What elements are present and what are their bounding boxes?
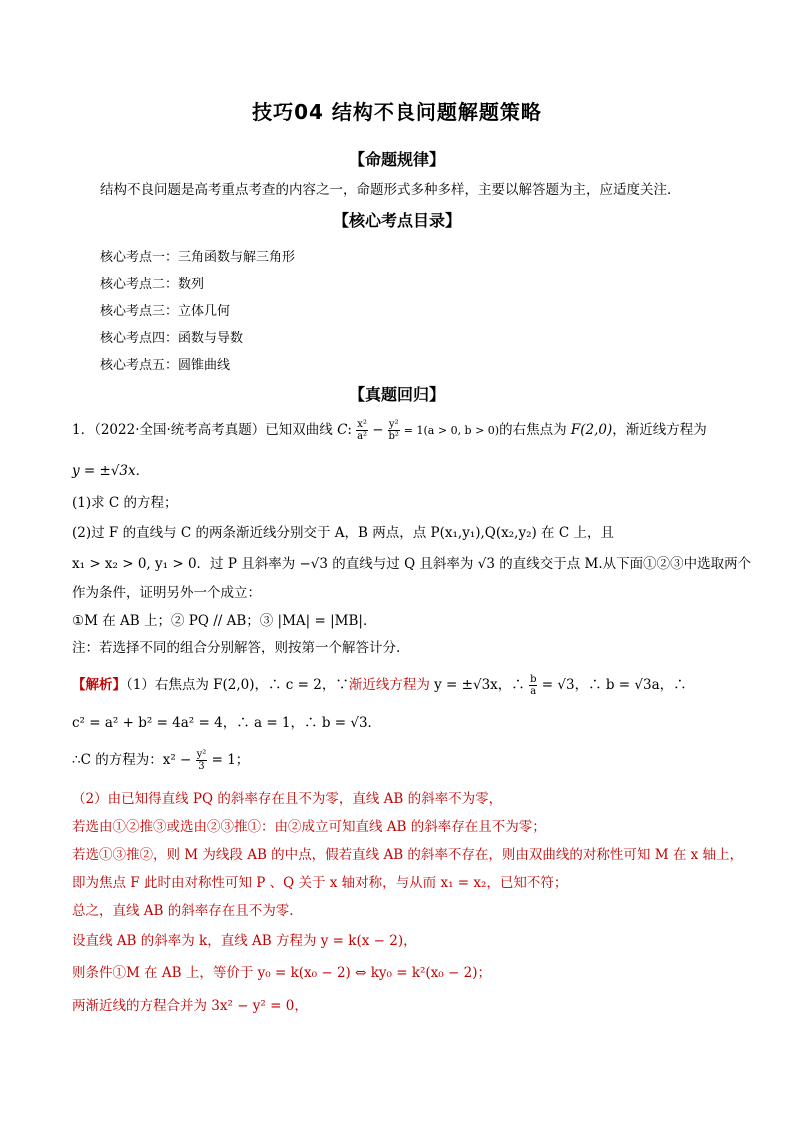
part-2-line-c: 作为条件，证明另外一个成立： [72, 585, 261, 601]
solution-line-8: 总之，直线 AB 的斜率存在且不为零. [72, 903, 294, 919]
solution-line-10: 则条件①M 在 AB 上，等价于 y₀ = k(x₀ − 2) ⇔ ky₀ = k²(x₀ − 2)； [72, 965, 491, 981]
frac-num: y² [388, 419, 399, 430]
part-2-line-b: x₁ > x₂ > 0, y₁ > 0．过 P 且斜率为 −√3 的直线与过 Q 且斜率为 √3 的直线交于点 M.从下面①②③中选取两个 [72, 556, 752, 572]
solution-line-4: （2）由已知得直线 PQ 的斜率存在且不为零，直线 AB 的斜率不为零， [72, 791, 503, 807]
fraction-y-b [388, 419, 400, 442]
problem-line-1: 1．（2022·全国·统考高考真题）已知双曲线 C: $\frac{\text{x²}}{\text{a²}}$ − $\frac{\text{y²}}{\text{b²}}$ = 1(a > 0, b > 0)的右焦点为 F(2,0)，渐近线方程为 [72, 419, 707, 442]
conditions: ①M 在 AB 上；② PQ // AB；③ |MA| = |MB|． [72, 613, 377, 629]
sol-text: = √3，∴ b = √3a，∴ [541, 677, 687, 693]
sol-text: = 1； [211, 752, 250, 768]
toc-item-2: 核心考点二：数列 [100, 277, 205, 292]
eq-condition: = 1(a > 0, b > 0) [403, 424, 500, 437]
sol-text: y = ±√3x，∴ [434, 677, 525, 693]
frac-den: 3 [198, 761, 205, 772]
asym-text: ，渐近线方程为 [612, 422, 707, 438]
toc-item-3: 核心考点三：立体几何 [100, 304, 231, 319]
sol-text: （1）右焦点为 F(2,0)，∴ c = 2，∵ [126, 677, 349, 693]
fraction-x-a [356, 419, 368, 442]
problem-intro: 1．（2022·全国·统考高考真题）已知双曲线 [72, 422, 333, 438]
fraction-b-a [529, 674, 537, 697]
solution-line-7: 即为焦点 F 此时由对称性可知 P 、Q 关于 x 轴对称，与从而 x₁ = x₂，已知不符； [72, 875, 568, 891]
period: ． [135, 463, 150, 479]
solution-line-6: 若选①③推②，则 M 为线段 AB 的中点，假若直线 AB 的斜率不存在，则由双曲线的对称性可知 M 在 x 轴上， [72, 847, 744, 863]
toc-item-1: 核心考点一：三角函数与解三角形 [100, 250, 296, 265]
curve-name: C [337, 422, 348, 438]
review-heading: 【真题回归】 [348, 385, 445, 404]
frac-den: b² [388, 431, 399, 442]
focus-text: 的右焦点为 [499, 422, 567, 438]
solution-line-5: 若选由①②推③或选由②③推①：由②成立可知直线 AB 的斜率存在且不为零； [72, 819, 546, 835]
asymptote-eq: y = ±√3x [72, 463, 136, 479]
part-1: (1)求 C 的方程； [72, 495, 178, 511]
toc-heading: 【核心考点目录】 [332, 211, 461, 230]
frac-num: y² [196, 749, 207, 760]
focus-point: F(2,0) [570, 422, 613, 438]
page-title: 技巧04 结构不良问题解题策略 [252, 100, 542, 124]
part-2-line-a: (2)过 F 的直线与 C 的两条渐近线分别交于 A，B 两点，点 P(x₁,y₁),Q(x₂,y₂) 在 C 上，且 [72, 525, 614, 541]
frac-den: a [530, 686, 537, 697]
solution-line-11: 两渐近线的方程合并为 3x² − y² = 0， [72, 998, 308, 1014]
solution-line-2: c² = a² + b² = 4a² = 4，∴ a = 1，∴ b = √3． [72, 715, 382, 731]
rule-heading: 【命题规律】 [348, 150, 445, 169]
solution-label: 【解析】 [72, 677, 126, 693]
note: 注：若选择不同的组合分别解答，则按第一个解答计分. [72, 640, 401, 656]
frac-den: a² [357, 431, 368, 442]
toc-item-4: 核心考点四：函数与导数 [100, 331, 244, 346]
frac-num: x² [357, 419, 367, 430]
problem-line-2 [72, 459, 149, 479]
frac-num: b [530, 674, 537, 685]
solution-line-3 [72, 748, 249, 772]
toc-item-5: 核心考点五：圆锥曲线 [100, 358, 231, 373]
sol-text: ∴C 的方程为：x² − [72, 752, 192, 768]
solution-line-1 [72, 673, 687, 697]
fraction-y2-3 [196, 749, 208, 772]
solution-line-9: 设直线 AB 的斜率为 k，直线 AB 方程为 y = k(x − 2)， [72, 933, 417, 949]
rule-text: 结构不良问题是高考重点考查的内容之一，命题形式多种多样，主要以解答题为主，应适度关注． [100, 182, 681, 198]
sol-red-text: 渐近线方程为 [348, 677, 430, 693]
